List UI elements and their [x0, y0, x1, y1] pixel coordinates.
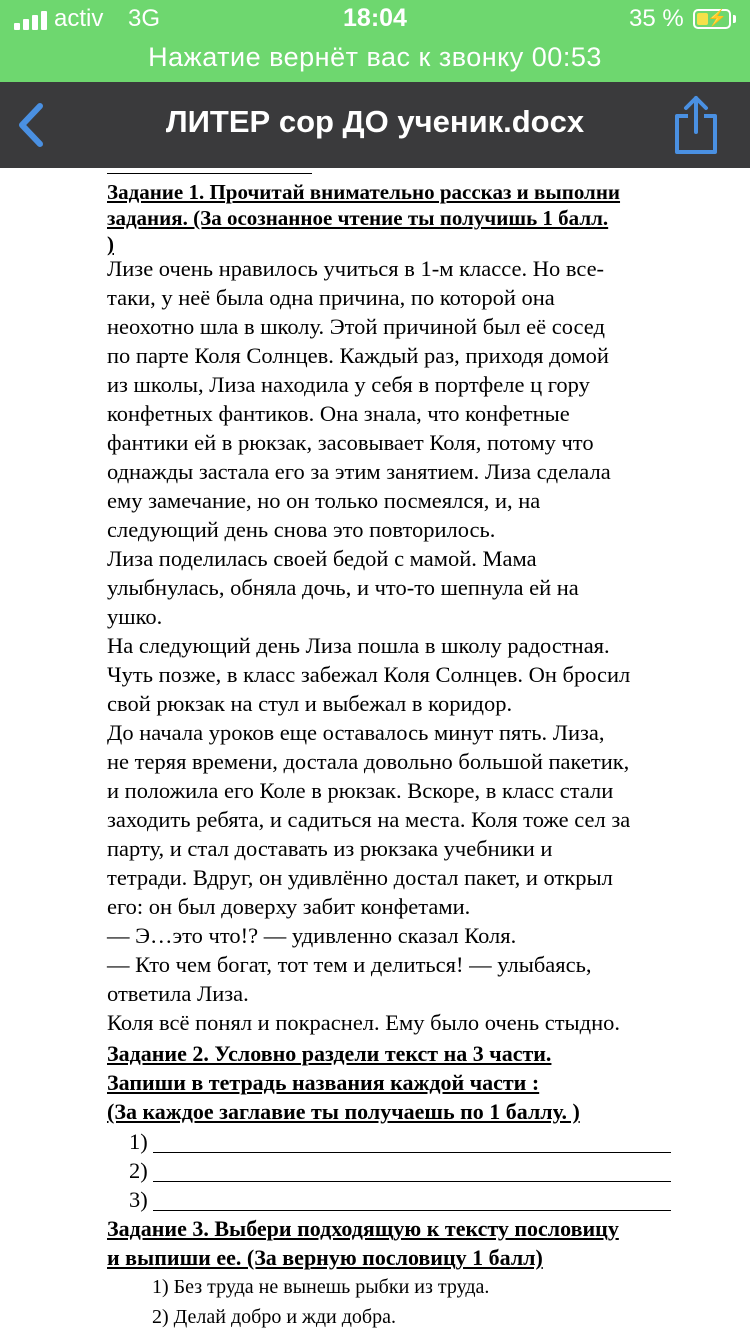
task1-heading-line1: Задание 1. Прочитай внимательно рассказ и выполни [107, 180, 621, 204]
story-line: ему замечание, но он только посмеялся, и, на [107, 488, 541, 513]
back-button[interactable] [10, 98, 60, 152]
story-line: Лиза поделилась своей бедой с мамой. Мама [107, 546, 537, 571]
story-line: неохотно шла в школу. Этой причиной был её сосед [107, 314, 605, 339]
answer-label: 2) [129, 1158, 148, 1183]
story-line: из школы, Лиза находила у себя в портфеле ц гору [107, 372, 590, 397]
story-line: Чуть позже, в класс забежал Коля Солнцев. Он бросил [107, 662, 631, 687]
status-row [0, 0, 750, 40]
carrier-name: activ [54, 5, 104, 32]
task3-heading-line1: Задание 3. Выбери подходящую к тексту пословицу [107, 1216, 619, 1241]
answer-label: 1) [129, 1129, 148, 1154]
story-line: До начала уроков еще оставалось минут пять. Лиза, [107, 720, 605, 745]
story-line: однажды застала его за этим занятием. Лиза сделала [107, 459, 611, 484]
share-icon [668, 92, 724, 158]
story-line: конфетных фантиков. Она знала, что конфетные [107, 401, 570, 426]
story-line: парту, и стал доставать из рюкзака учебники и [107, 836, 553, 861]
share-button[interactable] [668, 92, 724, 158]
story-line: Коля всё понял и покраснел. Ему было очень стыдно. [107, 1010, 621, 1035]
return-to-call-banner[interactable]: Нажатие вернёт вас к звонку 00:53 [148, 42, 602, 72]
task2-heading-line3: (За каждое заглавие ты получаешь по 1 баллу. ) [107, 1099, 580, 1124]
story-line: следующий день снова это повторилось. [107, 517, 496, 542]
story-line: и положила его Коле в рюкзак. Вскоре, в класс стали [107, 778, 614, 803]
story-line: ответила Лиза. [107, 981, 249, 1006]
battery-cap [733, 15, 736, 23]
answer-line [153, 1152, 671, 1153]
charging-bolt-icon: ⚡ [707, 10, 727, 27]
story-line: улыбнулась, обняла дочь, и что-то шепнула ей на [107, 575, 579, 600]
story-line: тетради. Вдруг, он удивлённо достал пакет, и открыл [107, 865, 613, 890]
answer-label: 3) [129, 1187, 148, 1212]
task3-heading-line2: и выпиши ее. (За верную пословицу 1 балл) [107, 1245, 543, 1270]
story-line: На следующий день Лиза пошла в школу радостная. [107, 633, 610, 658]
answer-line [153, 1210, 671, 1211]
battery-icon [693, 9, 731, 29]
proverb-option: 2) Делай добро и жди добра. [152, 1306, 396, 1328]
story-line: по парте Коля Солнцев. Каждый раз, приходя домой [107, 343, 609, 368]
task2-heading-line2: Запиши в тетрадь названия каждой части : [107, 1070, 540, 1095]
clock: 18:04 [343, 4, 407, 32]
task2-heading-line1: Задание 2. Условно раздели текст на 3 части. [107, 1041, 552, 1066]
story-line: не теряя времени, достала довольно большой пакетик, [107, 749, 630, 774]
battery-percent: 35 % [629, 5, 684, 32]
navigation-bar [0, 82, 750, 168]
story-line: Лизе очень нравилось учиться в 1-м классе. Но все- [107, 256, 605, 281]
story-line: заходить ребята, и садиться на места. Коля тоже сел за [107, 807, 631, 832]
network-type: 3G [128, 5, 161, 32]
story-line: его: он был доверху забит конфетами. [107, 894, 471, 919]
story-line: свой рюкзак на стул и выбежал в коридор. [107, 691, 513, 716]
answer-line [153, 1181, 671, 1182]
task1-heading-line3: ) [107, 232, 114, 256]
status-bar [0, 0, 750, 82]
task1-heading-line2: задания. (За осознанное чтение ты получишь 1 балл. [107, 206, 609, 230]
story-line: — Э…это что!? — удивленно сказал Коля. [107, 923, 517, 948]
story-line: фантики ей в рюкзак, засовывает Коля, потому что [107, 430, 594, 455]
story-line: ушко. [107, 604, 163, 629]
proverb-option: 1) Без труда не вынешь рыбки из труда. [152, 1276, 490, 1298]
top-divider [107, 173, 312, 174]
story-line: — Кто чем богат, тот тем и делиться! — улыбаясь, [107, 952, 592, 977]
story-line: таки, у неё была одна причина, по которой она [107, 285, 555, 310]
chevron-left-icon [10, 98, 60, 152]
document-title: ЛИТЕР сор ДО ученик.docx [165, 104, 585, 139]
